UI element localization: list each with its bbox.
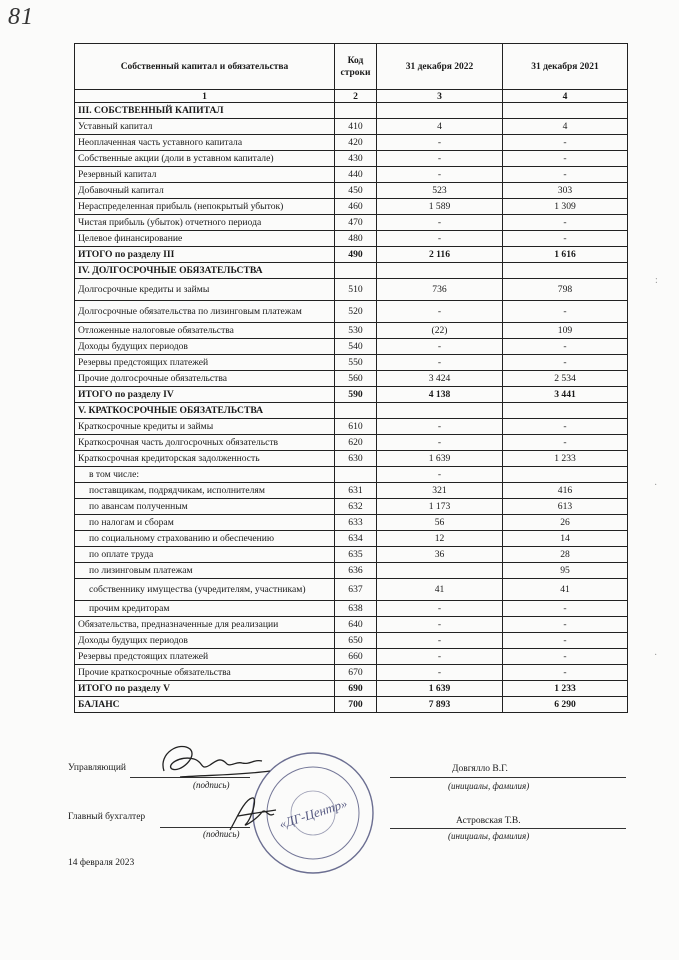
row-name: ИТОГО по разделу V [75, 681, 335, 697]
row-value-2021: - [503, 665, 628, 681]
row-value-2022 [377, 103, 503, 119]
row-value-2022: - [377, 633, 503, 649]
row-code: 430 [335, 151, 377, 167]
row-value-2021: 4 [503, 119, 628, 135]
row-value-2021: 3 441 [503, 387, 628, 403]
table-row [75, 301, 628, 323]
row-value-2021: - [503, 633, 628, 649]
row-value-2022: - [377, 135, 503, 151]
row-code: 690 [335, 681, 377, 697]
row-code: 550 [335, 355, 377, 371]
row-code: 632 [335, 499, 377, 515]
row-value-2022 [377, 403, 503, 419]
row-name: Резервный капитал [75, 167, 335, 183]
table-row [75, 119, 628, 135]
row-value-2022: - [377, 601, 503, 617]
col-number: 4 [503, 90, 628, 103]
col-number: 3 [377, 90, 503, 103]
row-value-2022: - [377, 339, 503, 355]
row-code [335, 467, 377, 483]
row-name: Доходы будущих периодов [75, 339, 335, 355]
row-name: Уставный капитал [75, 119, 335, 135]
row-code [335, 263, 377, 279]
manager-name-line [390, 777, 626, 778]
row-name: прочим кредиторам [75, 601, 335, 617]
row-name: Долгосрочные кредиты и займы [75, 279, 335, 301]
row-code: 530 [335, 323, 377, 339]
row-value-2022: 3 424 [377, 371, 503, 387]
row-value-2021: - [503, 301, 628, 323]
accountant-label: Главный бухгалтер [68, 812, 146, 822]
row-name: по социальному страхованию и обеспечению [75, 531, 335, 547]
row-value-2021: - [503, 151, 628, 167]
row-value-2022: 56 [377, 515, 503, 531]
header-2021: 31 декабря 2021 [503, 44, 628, 90]
row-value-2022: - [377, 419, 503, 435]
row-value-2022: 41 [377, 579, 503, 601]
manager-name: Довгялло В.Г. [452, 764, 508, 774]
row-value-2021: - [503, 617, 628, 633]
row-value-2021: - [503, 215, 628, 231]
row-value-2021 [503, 403, 628, 419]
row-code [335, 103, 377, 119]
table-row [75, 199, 628, 215]
row-name: Добавочный капитал [75, 183, 335, 199]
row-value-2022 [377, 263, 503, 279]
manager-sign-hint: (подпись) [193, 780, 230, 790]
manager-name-hint: (инициалы, фамилия) [448, 781, 530, 791]
row-value-2022: (22) [377, 323, 503, 339]
table-row [75, 499, 628, 515]
row-name: Резервы предстоящих платежей [75, 355, 335, 371]
row-value-2022: 1 639 [377, 681, 503, 697]
row-name: по лизинговым платежам [75, 563, 335, 579]
row-value-2021 [503, 263, 628, 279]
table-row [75, 563, 628, 579]
accountant-name-line [390, 828, 626, 829]
row-name: в том числе: [75, 467, 335, 483]
row-value-2022: 736 [377, 279, 503, 301]
row-code: 620 [335, 435, 377, 451]
row-name: Краткосрочные кредиты и займы [75, 419, 335, 435]
table-row [75, 681, 628, 697]
row-value-2022: 4 [377, 119, 503, 135]
row-value-2022: - [377, 301, 503, 323]
table-row [75, 403, 628, 419]
row-name: Целевое финансирование [75, 231, 335, 247]
page-number-handwritten: 81 [8, 4, 34, 30]
table-row [75, 103, 628, 119]
table-row [75, 451, 628, 467]
row-name: по оплате труда [75, 547, 335, 563]
row-value-2021: 2 534 [503, 371, 628, 387]
table-row [75, 151, 628, 167]
balance-liabilities-table [74, 43, 628, 713]
row-code: 560 [335, 371, 377, 387]
table-row [75, 601, 628, 617]
row-value-2021: - [503, 167, 628, 183]
scan-mark: · [654, 650, 658, 661]
row-value-2021: 798 [503, 279, 628, 301]
table-row [75, 135, 628, 151]
manager-signature [150, 735, 280, 790]
table-row [75, 547, 628, 563]
row-name: Долгосрочные обязательства по лизинговым платежам [75, 301, 335, 323]
row-name: Краткосрочная часть долгосрочных обязательств [75, 435, 335, 451]
accountant-sign-hint: (подпись) [203, 829, 240, 839]
row-code: 700 [335, 697, 377, 713]
table-row [75, 617, 628, 633]
row-name: Доходы будущих периодов [75, 633, 335, 649]
row-code: 520 [335, 301, 377, 323]
row-value-2022: 1 589 [377, 199, 503, 215]
row-value-2021: 95 [503, 563, 628, 579]
scan-mark: : [655, 275, 658, 286]
row-code: 410 [335, 119, 377, 135]
row-name: Краткосрочная кредиторская задолженность [75, 451, 335, 467]
row-value-2021: - [503, 649, 628, 665]
table-row [75, 231, 628, 247]
row-value-2021: - [503, 339, 628, 355]
row-value-2022: - [377, 215, 503, 231]
manager-label: Управляющий [68, 763, 126, 773]
row-value-2021: 1 233 [503, 681, 628, 697]
row-value-2021: - [503, 419, 628, 435]
row-value-2021: 6 290 [503, 697, 628, 713]
row-code: 634 [335, 531, 377, 547]
row-code [335, 403, 377, 419]
table-row [75, 531, 628, 547]
table-row [75, 467, 628, 483]
document-date: 14 февраля 2023 [68, 858, 135, 868]
table-row [75, 215, 628, 231]
row-value-2021: 416 [503, 483, 628, 499]
table-row [75, 279, 628, 301]
row-value-2021: - [503, 355, 628, 371]
row-value-2021: 28 [503, 547, 628, 563]
row-name: III. СОБСТВЕННЫЙ КАПИТАЛ [75, 103, 335, 119]
table-row [75, 371, 628, 387]
row-value-2022: 4 138 [377, 387, 503, 403]
row-value-2021: 109 [503, 323, 628, 339]
row-code: 540 [335, 339, 377, 355]
row-value-2021: 26 [503, 515, 628, 531]
table-row [75, 665, 628, 681]
table-row [75, 263, 628, 279]
row-value-2022: 36 [377, 547, 503, 563]
row-value-2022: - [377, 467, 503, 483]
row-code: 590 [335, 387, 377, 403]
accountant-name: Астровская Т.В. [456, 816, 521, 826]
table-row [75, 183, 628, 199]
table-row [75, 697, 628, 713]
row-name: Резервы предстоящих платежей [75, 649, 335, 665]
table-row [75, 579, 628, 601]
row-value-2022: 523 [377, 183, 503, 199]
table-row [75, 435, 628, 451]
table-row [75, 387, 628, 403]
table-row [75, 355, 628, 371]
row-value-2022: 321 [377, 483, 503, 499]
row-value-2021: 41 [503, 579, 628, 601]
row-code: 490 [335, 247, 377, 263]
row-value-2021: 1 233 [503, 451, 628, 467]
table-row [75, 515, 628, 531]
row-value-2021: 1 616 [503, 247, 628, 263]
table-body [75, 103, 628, 713]
row-value-2021: 1 309 [503, 199, 628, 215]
row-value-2021: - [503, 231, 628, 247]
row-value-2022: - [377, 355, 503, 371]
table-row [75, 167, 628, 183]
row-name: ИТОГО по разделу IV [75, 387, 335, 403]
row-value-2022: - [377, 649, 503, 665]
row-code: 650 [335, 633, 377, 649]
row-value-2021: - [503, 135, 628, 151]
row-name: V. КРАТКОСРОЧНЫЕ ОБЯЗАТЕЛЬСТВА [75, 403, 335, 419]
row-value-2021: 303 [503, 183, 628, 199]
row-code: 670 [335, 665, 377, 681]
row-code: 636 [335, 563, 377, 579]
row-name: Чистая прибыль (убыток) отчетного периода [75, 215, 335, 231]
row-code: 420 [335, 135, 377, 151]
row-code: 610 [335, 419, 377, 435]
row-code: 631 [335, 483, 377, 499]
row-code: 440 [335, 167, 377, 183]
row-value-2022: 2 116 [377, 247, 503, 263]
row-code: 450 [335, 183, 377, 199]
row-name: IV. ДОЛГОСРОЧНЫЕ ОБЯЗАТЕЛЬСТВА [75, 263, 335, 279]
row-name: Прочие долгосрочные обязательства [75, 371, 335, 387]
row-code: 460 [335, 199, 377, 215]
accountant-signature [222, 790, 282, 840]
row-value-2021: - [503, 435, 628, 451]
row-code: 638 [335, 601, 377, 617]
row-value-2022 [377, 563, 503, 579]
row-name: собственнику имущества (учредителям, участникам) [75, 579, 335, 601]
col-number: 2 [335, 90, 377, 103]
table-row [75, 483, 628, 499]
row-value-2022: 7 893 [377, 697, 503, 713]
header-code: Код строки [335, 44, 377, 90]
row-code: 637 [335, 579, 377, 601]
accountant-name-hint: (инициалы, фамилия) [448, 831, 530, 841]
row-value-2021 [503, 467, 628, 483]
row-code: 470 [335, 215, 377, 231]
table-row [75, 323, 628, 339]
row-value-2021: 613 [503, 499, 628, 515]
row-name: Неоплаченная часть уставного капитала [75, 135, 335, 151]
row-value-2022: - [377, 665, 503, 681]
row-name: по налогам и сборам [75, 515, 335, 531]
row-code: 633 [335, 515, 377, 531]
row-name: ИТОГО по разделу III [75, 247, 335, 263]
header-name: Собственный капитал и обязательства [75, 44, 335, 90]
table-row [75, 247, 628, 263]
row-code: 660 [335, 649, 377, 665]
table-row [75, 339, 628, 355]
stamp-label: «ДГ-Центр» [277, 795, 349, 832]
row-value-2021: - [503, 601, 628, 617]
row-code: 480 [335, 231, 377, 247]
row-name: Обязательства, предназначенные для реализации [75, 617, 335, 633]
row-code: 635 [335, 547, 377, 563]
row-value-2022: - [377, 167, 503, 183]
row-name: Отложенные налоговые обязательства [75, 323, 335, 339]
row-name: Нераспределенная прибыль (непокрытый убыток) [75, 199, 335, 215]
row-name: по авансам полученным [75, 499, 335, 515]
row-name: Прочие краткосрочные обязательства [75, 665, 335, 681]
scan-mark: · [654, 480, 658, 491]
row-name: Собственные акции (доли в уставном капитале) [75, 151, 335, 167]
table-row [75, 633, 628, 649]
row-value-2022: 1 173 [377, 499, 503, 515]
row-code: 640 [335, 617, 377, 633]
row-value-2022: 12 [377, 531, 503, 547]
table-row [75, 649, 628, 665]
col-number: 1 [75, 90, 335, 103]
row-value-2022: 1 639 [377, 451, 503, 467]
row-value-2022: - [377, 435, 503, 451]
row-name: поставщикам, подрядчикам, исполнителям [75, 483, 335, 499]
header-2022: 31 декабря 2022 [377, 44, 503, 90]
row-value-2022: - [377, 231, 503, 247]
row-value-2022: - [377, 151, 503, 167]
row-value-2022: - [377, 617, 503, 633]
row-value-2021: 14 [503, 531, 628, 547]
row-name: БАЛАНС [75, 697, 335, 713]
row-code: 510 [335, 279, 377, 301]
row-code: 630 [335, 451, 377, 467]
row-value-2021 [503, 103, 628, 119]
table-row [75, 419, 628, 435]
